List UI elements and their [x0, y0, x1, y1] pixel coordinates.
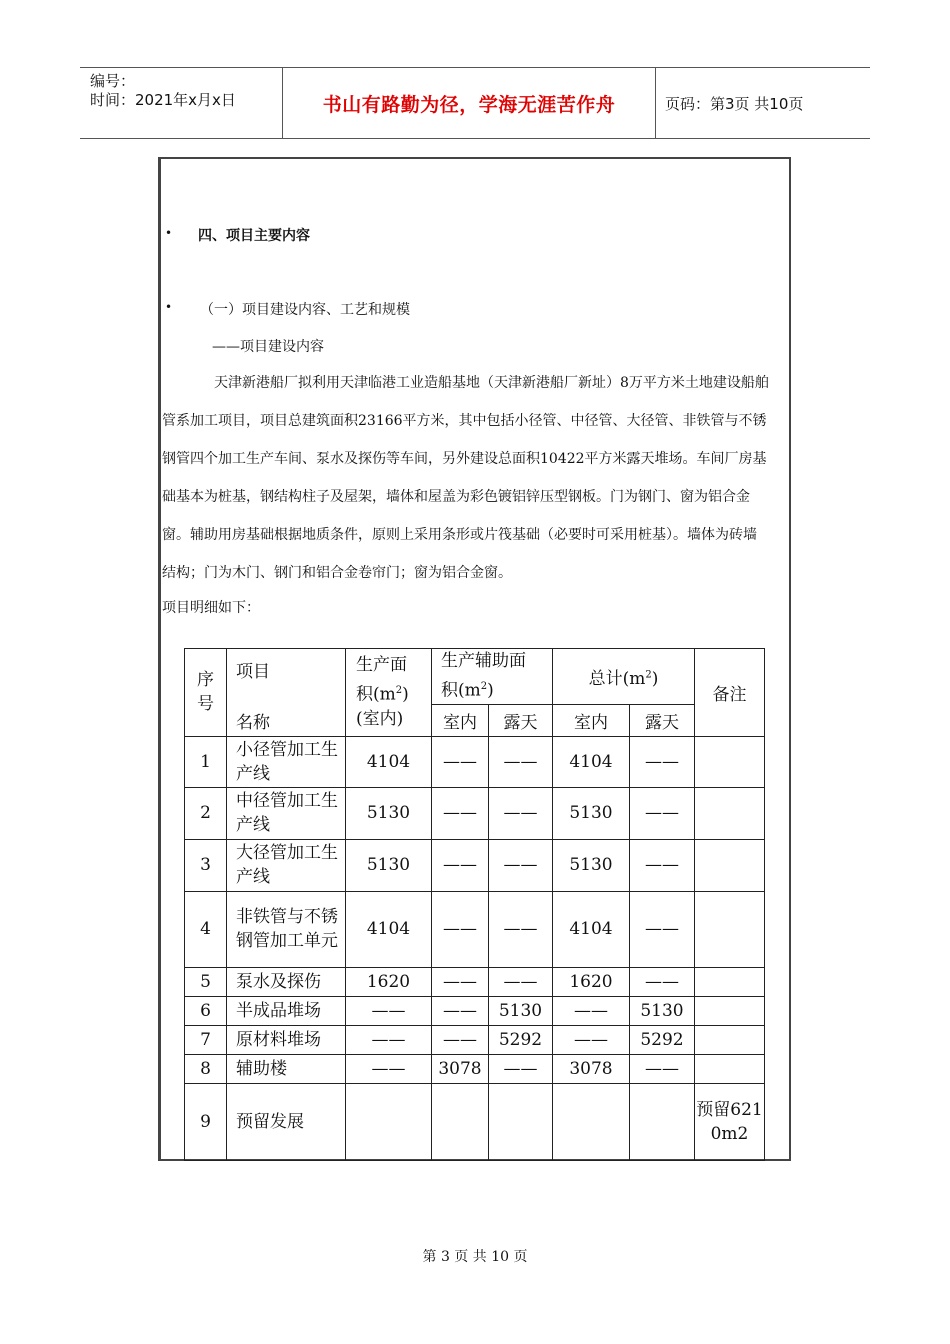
cell-remark — [695, 1054, 765, 1083]
cell-production: 4104 — [346, 891, 432, 967]
header-page-number: 页码：第3页 共10页 — [665, 95, 804, 113]
header-aux-indoor: 室内 — [432, 704, 489, 736]
cell-total-indoor: 3078 — [553, 1054, 630, 1083]
cell-aux-outdoor — [489, 1083, 553, 1160]
cell-aux-indoor: —— — [432, 787, 489, 839]
header-motto: 书山有路勤为径，学海无涯苦作舟 — [322, 94, 616, 116]
cell-seq: 5 — [185, 967, 227, 996]
page-footer: 第 3 页 共 10 页 — [422, 1249, 528, 1265]
cell-total-indoor — [553, 1083, 630, 1160]
table-row — [185, 996, 765, 1025]
cell-aux-outdoor: —— — [489, 967, 553, 996]
cell-seq: 8 — [185, 1054, 227, 1083]
cell-name: 小径管加工生产线 — [227, 736, 346, 787]
cell-name: 预留发展 — [227, 1083, 346, 1160]
cell-remark — [695, 891, 765, 967]
section-heading: 四、项目主要内容 — [198, 228, 310, 244]
cell-aux-indoor: —— — [432, 967, 489, 996]
page-header — [80, 67, 870, 139]
cell-aux-outdoor: —— — [489, 1054, 553, 1083]
cell-name: 非铁管与不锈钢管加工单元 — [227, 891, 346, 967]
cell-name: 大径管加工生产线 — [227, 839, 346, 891]
paragraph-line: 管系加工项目，项目总建筑面积23166平方米，其中包括小径管、中径管、大径管、非铁管与不锈 — [162, 413, 767, 429]
header-seq: 序号 — [185, 649, 227, 737]
cell-name: 半成品堆场 — [227, 996, 346, 1025]
cell-aux-outdoor: 5130 — [489, 996, 553, 1025]
cell-seq: 9 — [185, 1083, 227, 1160]
cell-aux-indoor: 3078 — [432, 1054, 489, 1083]
cell-name: 辅助楼 — [227, 1054, 346, 1083]
cell-total-indoor: —— — [553, 1025, 630, 1054]
cell-total-outdoor: —— — [630, 891, 695, 967]
cell-remark — [695, 996, 765, 1025]
table-row — [185, 839, 765, 891]
cell-total-indoor: 4104 — [553, 891, 630, 967]
paragraph-line: 结构；门为木门、钢门和铝合金卷帘门；窗为铝合金窗。 — [162, 565, 512, 581]
cell-aux-indoor — [432, 1083, 489, 1160]
cell-aux-indoor: —— — [432, 1025, 489, 1054]
cell-remark: 预留6210m2 — [695, 1083, 765, 1160]
cell-name: 中径管加工生产线 — [227, 787, 346, 839]
cell-production: 5130 — [346, 839, 432, 891]
table-row — [185, 1054, 765, 1083]
cell-total-indoor: 1620 — [553, 967, 630, 996]
cell-remark — [695, 1025, 765, 1054]
cell-production — [346, 1083, 432, 1160]
cell-total-indoor: 5130 — [553, 839, 630, 891]
cell-seq: 4 — [185, 891, 227, 967]
cell-production: —— — [346, 996, 432, 1025]
cell-name: 原材料堆场 — [227, 1025, 346, 1054]
cell-aux-outdoor: —— — [489, 839, 553, 891]
header-meta — [90, 72, 236, 110]
header-total-outdoor: 露天 — [630, 704, 695, 736]
cell-total-indoor: —— — [553, 996, 630, 1025]
header-total: 总计$(m^2)$ — [553, 649, 695, 705]
cell-remark — [695, 787, 765, 839]
cell-total-outdoor: —— — [630, 1054, 695, 1083]
cell-production: —— — [346, 1025, 432, 1054]
cell-total-outdoor: 5130 — [630, 996, 695, 1025]
project-description — [162, 364, 780, 592]
table-row — [185, 736, 765, 787]
cell-seq: 6 — [185, 996, 227, 1025]
header-item: 项目 名称 — [227, 649, 346, 737]
cell-aux-indoor: —— — [432, 891, 489, 967]
paragraph-line: 钢管四个加工生产车间、泵水及探伤等车间，另外建设总面积10422平方米露天堆场。车间厂房基 — [162, 451, 767, 467]
header-production-area: 生产面 积$(m^2)$ (室内) — [346, 649, 432, 737]
cell-aux-outdoor: 5292 — [489, 1025, 553, 1054]
cell-production: 4104 — [346, 736, 432, 787]
paragraph-line: 础基本为桩基，钢结构柱子及屋架，墙体和屋盖为彩色镀铝锌压型钢板。门为钢门、窗为铝合金 — [162, 489, 750, 505]
table-row — [185, 967, 765, 996]
table-row — [185, 1083, 765, 1160]
header-total-indoor: 室内 — [553, 704, 630, 736]
bullet-icon: • — [165, 226, 173, 240]
detail-label: 项目明细如下： — [162, 600, 260, 616]
cell-aux-outdoor: —— — [489, 787, 553, 839]
cell-remark — [695, 736, 765, 787]
cell-total-outdoor: —— — [630, 967, 695, 996]
header-auxiliary-area: 生产辅助面 积$(m^2)$ — [432, 649, 553, 705]
cell-total-outdoor — [630, 1083, 695, 1160]
project-detail-table — [184, 648, 765, 1161]
cell-production: —— — [346, 1054, 432, 1083]
cell-production: 1620 — [346, 967, 432, 996]
table-row — [185, 891, 765, 967]
cell-aux-indoor: —— — [432, 996, 489, 1025]
cell-total-indoor: 5130 — [553, 787, 630, 839]
paragraph-line: 天津新港船厂拟利用天津临港工业造船基地（天津新港船厂新址）8万平方米土地建设船舶 — [214, 375, 769, 391]
cell-name: 泵水及探伤 — [227, 967, 346, 996]
section-subitem: ——项目建设内容 — [212, 339, 324, 355]
table-row — [185, 1025, 765, 1054]
cell-aux-outdoor: —— — [489, 891, 553, 967]
cell-seq: 1 — [185, 736, 227, 787]
cell-remark — [695, 839, 765, 891]
cell-total-indoor: 4104 — [553, 736, 630, 787]
cell-seq: 3 — [185, 839, 227, 891]
cell-total-outdoor: —— — [630, 787, 695, 839]
cell-remark — [695, 967, 765, 996]
paragraph-line: 窗。辅助用房基础根据地质条件，原则上采用条形或片筏基础（必要时可采用桩基）。墙体为砖墙 — [162, 527, 757, 543]
bullet-icon: • — [165, 300, 173, 314]
section-subheading: （一）项目建设内容、工艺和规模 — [200, 302, 410, 318]
cell-aux-indoor: —— — [432, 736, 489, 787]
cell-total-outdoor: —— — [630, 839, 695, 891]
time-label: 时间：2021年x月x日 — [90, 91, 236, 109]
cell-aux-outdoor: —— — [489, 736, 553, 787]
cell-seq: 7 — [185, 1025, 227, 1054]
serial-label: 编号： — [90, 72, 136, 90]
header-divider — [655, 68, 656, 138]
cell-production: 5130 — [346, 787, 432, 839]
table-header-row — [185, 649, 765, 705]
header-aux-outdoor: 露天 — [489, 704, 553, 736]
cell-total-outdoor: 5292 — [630, 1025, 695, 1054]
header-remark: 备注 — [695, 649, 765, 737]
cell-total-outdoor: —— — [630, 736, 695, 787]
cell-seq: 2 — [185, 787, 227, 839]
cell-aux-indoor: —— — [432, 839, 489, 891]
table-row — [185, 787, 765, 839]
